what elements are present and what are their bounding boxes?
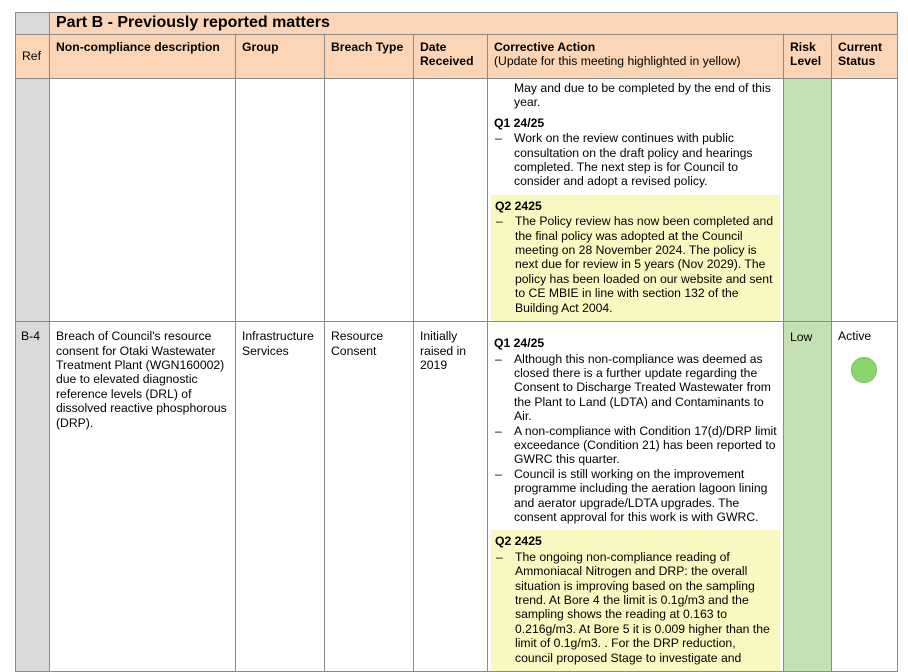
list-item: – The ongoing non-compliance reading of Ammoniacal Nitrogen and DRP: the overall situation is improving based on the sampling trend. At Bore 4 the limit is 0.1g/m3 and the sampling shows the reading at 0.163 to 0.216g/m3. At Bore 5 it is 0.009 higher than the limit of 0.1g/m3. . For the DRP reduction, council proposed Stage to investigate and <box>495 550 776 665</box>
list-item: – Work on the review continues with public consultation on the draft policy and hearings completed. The next step is for Council to consider and adopt a revised policy. <box>494 131 777 189</box>
q2-heading: Q2 2425 <box>495 534 542 549</box>
header-date-received: Date Received <box>414 35 488 79</box>
report-table-frame <box>15 12 897 665</box>
list-item: – A non-compliance with Condition 17(d)/DRP limit exceedance (Condition 21) has been reported to GWRC this quarter. <box>494 424 777 467</box>
header-ref: Ref <box>16 35 50 79</box>
header-corrective-action <box>488 35 784 79</box>
breach-type-cell <box>325 79 414 322</box>
description-cell <box>50 79 236 322</box>
date-received-cell <box>414 79 488 322</box>
previously-reported-matters-table <box>15 12 898 672</box>
q2-list <box>495 214 776 315</box>
header-row <box>16 35 898 79</box>
status-indicator-dot <box>851 357 877 383</box>
title-ref-cell <box>16 13 50 35</box>
ref-cell <box>16 79 50 322</box>
risk-level-value: Low <box>790 330 813 345</box>
q1-heading: Q1 24/25 <box>494 336 545 351</box>
header-corrective-action-note: (Update for this meeting highlighted in yellow) <box>494 54 741 69</box>
section-title: Part B - Previously reported matters <box>50 13 898 35</box>
risk-level-cell <box>784 79 832 322</box>
list-item: – The Policy review has now been completed and the final policy was adopted at the Council meeting on 28 November 2024. The policy is next due for review in 5 years (Nov 2029). The policy has been loaded on our website and sent to CE MBIE in line with section 132 of the Building Act 2004. <box>495 214 776 315</box>
group-cell: Infrastructure Services <box>236 322 325 672</box>
q1-heading: Q1 24/25 <box>494 115 545 130</box>
q2-heading: Q2 2425 <box>495 198 542 213</box>
continued-text: May and due to be completed by the end of this year. <box>514 81 771 110</box>
current-status-cell <box>832 322 898 672</box>
header-group: Group <box>236 35 325 79</box>
header-corrective-action-label: Corrective Action <box>494 40 596 54</box>
q1-list <box>494 131 777 189</box>
q2-update-highlighted <box>491 195 780 321</box>
breach-type-cell: Resource Consent <box>325 322 414 672</box>
table-row <box>16 322 898 672</box>
list-item: – Council is still working on the improvement programme including the aeration lagoon lining and aerator upgrade/LDTA upgrades. The consent approval for this work is with GWRC. <box>494 467 777 525</box>
header-risk-level: Risk Level <box>784 35 832 79</box>
corrective-action-cell <box>488 322 784 672</box>
ref-cell: B-4 <box>16 322 50 672</box>
list-item: – Although this non-compliance was deemed as closed there is a further update regarding the Consent to Discharge Treated Wastewater from the Plant to Land (LDTA) and Contaminants to Air. <box>494 352 777 424</box>
q1-update <box>494 329 777 524</box>
corrective-action-cell <box>488 79 784 322</box>
group-cell <box>236 79 325 322</box>
table-row <box>16 79 898 322</box>
q1-update <box>494 116 777 189</box>
q2-update-highlighted <box>491 530 780 671</box>
q1-list <box>494 352 777 525</box>
current-status-cell <box>832 79 898 322</box>
section-title-row <box>16 13 898 35</box>
date-received-cell: Initially raised in 2019 <box>414 322 488 672</box>
risk-level-cell <box>784 322 832 672</box>
description-cell: Breach of Council's resource consent for Otaki Wastewater Treatment Plant (WGN160002) due to elevated diagnostic reference levels (DRL) of dissolved reactive phosphorous (DRP). <box>50 322 236 672</box>
header-current-status: Current Status <box>832 35 898 79</box>
q2-list <box>495 550 776 665</box>
current-status-value: Active <box>838 329 872 344</box>
header-breach-type: Breach Type <box>325 35 414 79</box>
header-description: Non-compliance description <box>50 35 236 79</box>
